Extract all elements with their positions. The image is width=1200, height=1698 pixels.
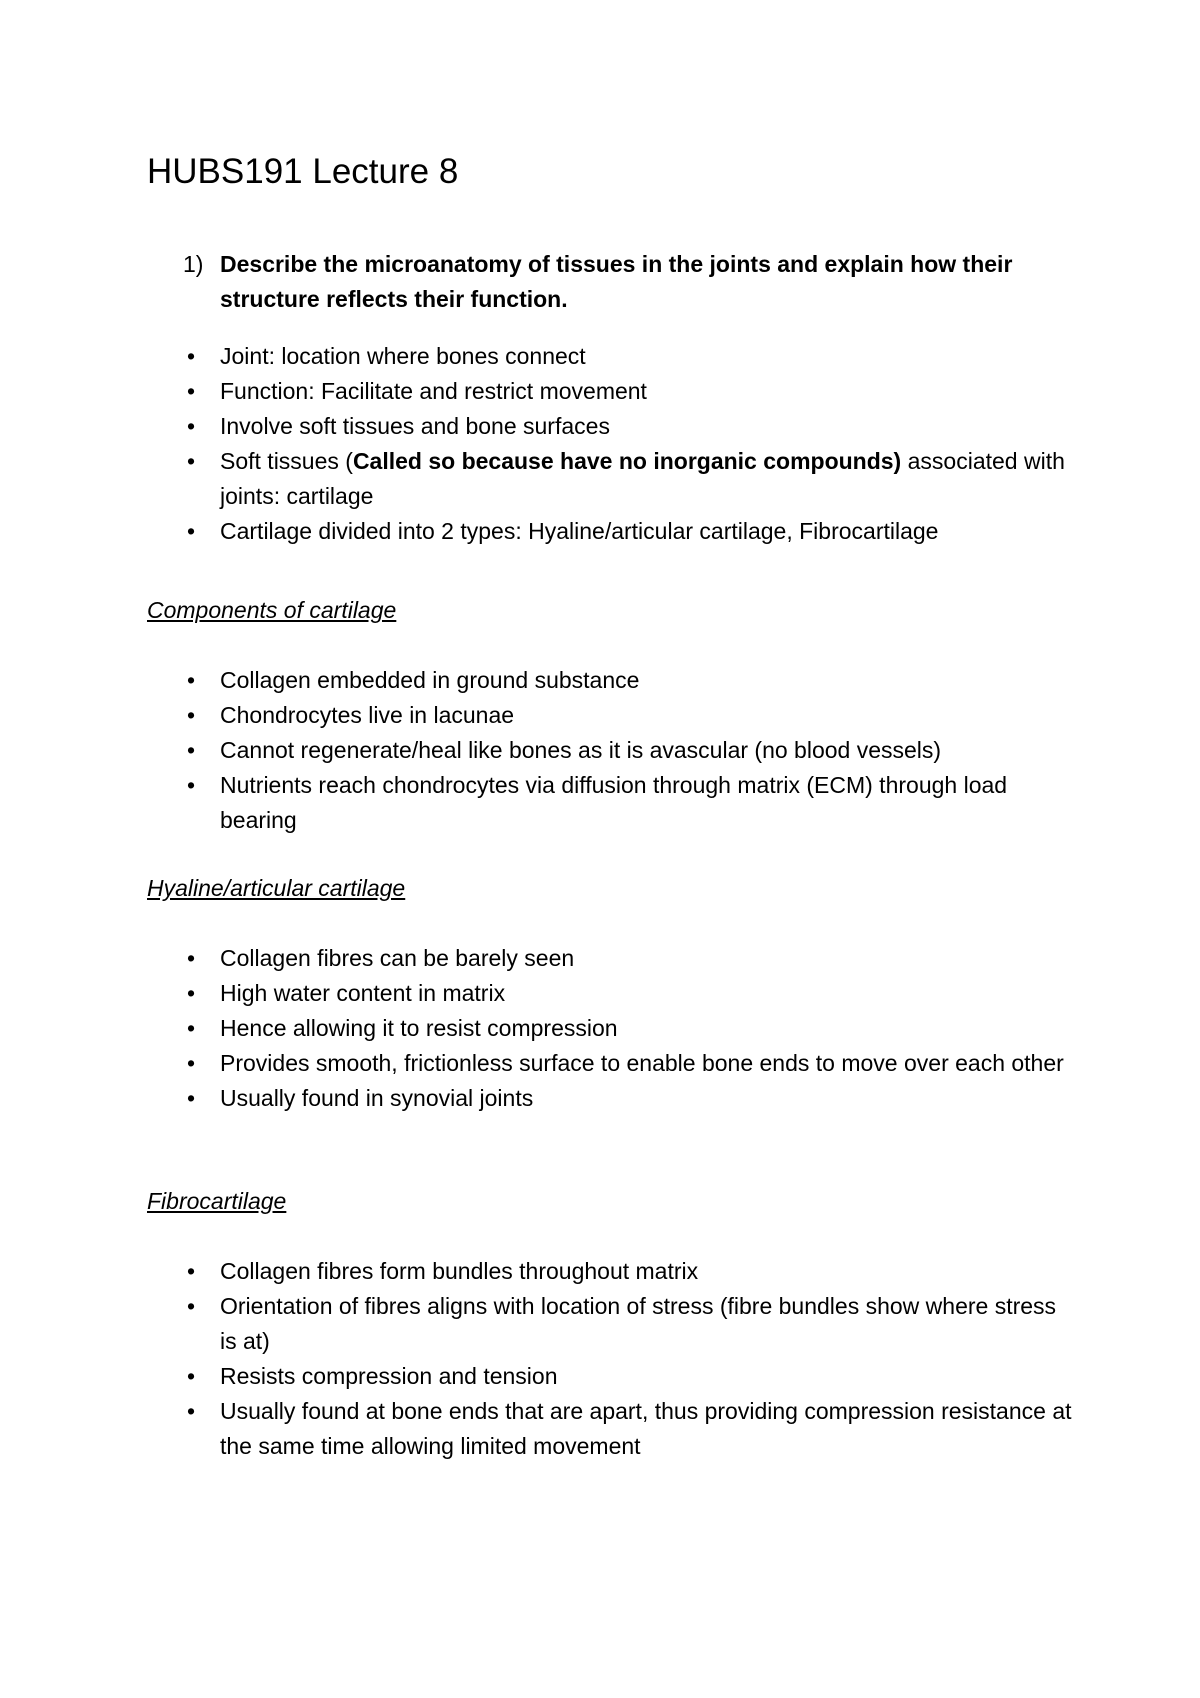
list-item: [183, 1011, 1078, 1046]
list-item: [183, 409, 1078, 444]
list-item: [183, 663, 1078, 698]
bullet-icon: •: [186, 343, 196, 369]
section-heading-fibrocartilage: Fibrocartilage: [147, 1188, 287, 1214]
page-title: HUBS191 Lecture 8: [147, 152, 459, 191]
list-item-text: Cannot regenerate/heal like bones as it is avascular (no blood vessels): [220, 737, 942, 763]
question-1: [183, 247, 1063, 317]
list-item: [183, 1254, 1078, 1289]
bullet-icon: •: [186, 945, 196, 971]
list-item: [183, 768, 1078, 838]
question-number: 1): [183, 251, 204, 277]
bullet-icon: •: [186, 737, 196, 763]
list-item: [183, 976, 1078, 1011]
components-bullet-list: [183, 663, 1078, 838]
list-item-text-end: associated with joints: cartilage: [220, 448, 1065, 509]
hyaline-bullet-list: [183, 941, 1078, 1116]
bullet-icon: •: [186, 1398, 196, 1424]
list-item: [183, 514, 1078, 549]
bullet-icon: •: [186, 378, 196, 404]
list-item-text: Orientation of fibres aligns with location of stress (fibre bundles show where stress is at): [220, 1293, 1057, 1354]
list-item-text: Resists compression and tension: [220, 1363, 558, 1389]
fibrocartilage-bullet-list: [183, 1254, 1078, 1464]
intro-bullet-list: [183, 339, 1078, 549]
list-item-text: Collagen fibres can be barely seen: [220, 945, 575, 971]
bullet-icon: •: [186, 702, 196, 728]
bullet-icon: •: [186, 667, 196, 693]
bullet-icon: •: [186, 413, 196, 439]
list-item-text: Collagen embedded in ground substance: [220, 667, 640, 693]
list-item: [183, 374, 1078, 409]
list-item-text: Joint: location where bones connect: [220, 343, 586, 369]
list-item-text: Collagen fibres form bundles throughout matrix: [220, 1258, 699, 1284]
list-item-text: Cartilage divided into 2 types: Hyaline/articular cartilage, Fibrocartilage: [220, 518, 939, 544]
list-item: [183, 698, 1078, 733]
list-item: [183, 1359, 1078, 1394]
bullet-icon: •: [186, 448, 196, 474]
bullet-icon: •: [186, 1258, 196, 1284]
list-item-text: Chondrocytes live in lacunae: [220, 702, 515, 728]
bullet-icon: •: [186, 1085, 196, 1111]
list-item-text: Hence allowing it to resist compression: [220, 1015, 618, 1041]
list-item: [183, 1394, 1078, 1464]
list-item: [183, 733, 1078, 768]
list-item: [183, 1046, 1078, 1081]
list-item-text: Usually found at bone ends that are apart, thus providing compression resistance at the same time allowing limited movement: [220, 1398, 1072, 1459]
question-text: Describe the microanatomy of tissues in the joints and explain how their structure reflects their function.: [220, 251, 1013, 312]
bullet-icon: •: [186, 980, 196, 1006]
bullet-icon: •: [186, 1293, 196, 1319]
list-item-emphasis: Called so because have no inorganic compounds): [352, 448, 902, 474]
list-item-text: High water content in matrix: [220, 980, 506, 1006]
list-item-text-start: Soft tissues (: [220, 448, 353, 474]
list-item-text: Usually found in synovial joints: [220, 1085, 534, 1111]
bullet-icon: •: [186, 1050, 196, 1076]
list-item-text: Provides smooth, frictionless surface to enable bone ends to move over each other: [220, 1050, 1064, 1076]
bullet-icon: •: [186, 772, 196, 798]
list-item: [183, 1289, 1078, 1359]
list-item: [183, 339, 1078, 374]
list-item-text: Involve soft tissues and bone surfaces: [220, 413, 610, 439]
bullet-icon: •: [186, 518, 196, 544]
section-heading-hyaline: Hyaline/articular cartilage: [147, 875, 406, 901]
list-item-text: Function: Facilitate and restrict movement: [220, 378, 647, 404]
list-item-text: Nutrients reach chondrocytes via diffusion through matrix (ECM) through load bearing: [220, 772, 1008, 833]
list-item: [183, 1081, 1078, 1116]
list-item: [183, 941, 1078, 976]
section-heading-components: Components of cartilage: [147, 597, 397, 623]
list-item: [183, 444, 1078, 514]
bullet-icon: •: [186, 1363, 196, 1389]
bullet-icon: •: [186, 1015, 196, 1041]
